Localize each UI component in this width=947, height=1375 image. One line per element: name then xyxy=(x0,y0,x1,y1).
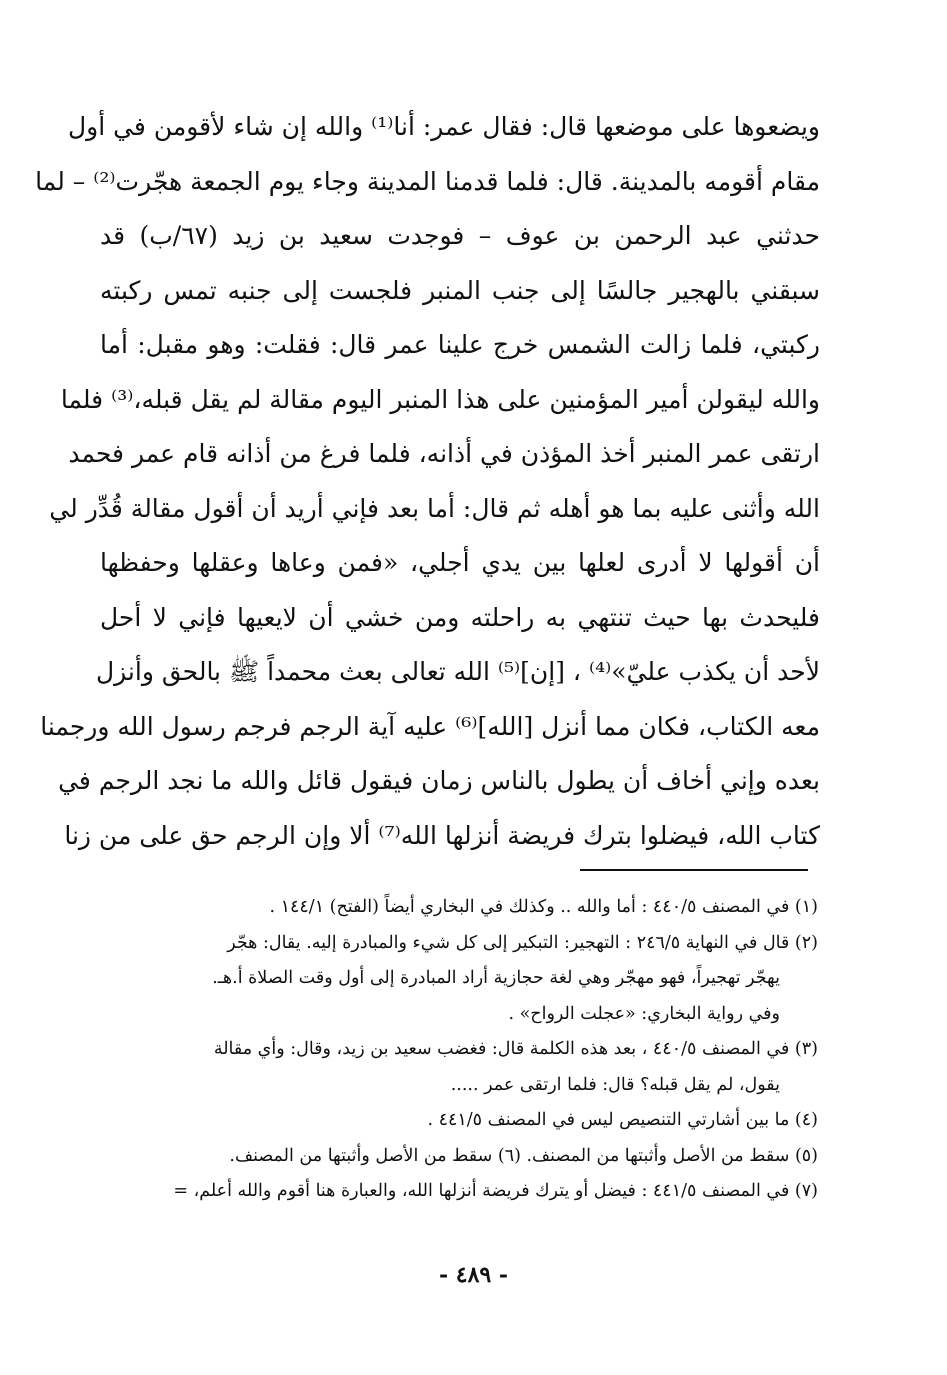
footnote-line: (١) في المصنف ٤٤٠/٥ : أما والله .. وكذلك في البخاري أيضاً (الفتح) ١٤٤/١ . xyxy=(269,897,818,917)
body-text-line: فليحدث بها حيث تنتهي به راحلته ومن خشي أن لايعيها فإني لا أحل xyxy=(100,602,820,632)
footnote-line: وفي رواية البخاري: «عجلت الرواح» . xyxy=(508,1003,780,1024)
body-text-line: حدثني عبد الرحمن بن عوف – فوجدت سعيد بن زيد (٦٧/ب) قد xyxy=(100,221,820,250)
body-text-line: ارتقى عمر المنبر أخذ المؤذن في أذانه، فلما فرغ من أذانه قام عمر فحمد xyxy=(68,439,820,468)
body-text-line: أن أقولها لا أدرى لعلها بين يدي أجلي، «فمن وعاها وعقلها وحفظها xyxy=(100,548,820,577)
footnote-line: يقول، لم يقل قبله؟ قال: فلما ارتقى عمر ..... xyxy=(450,1074,780,1095)
footnote-line: (٧) في المصنف ٤٤١/٥ : فيضل أو يترك فريضة أنزلها الله، والعبارة هنا أقوم والله أعلم، = xyxy=(173,1181,818,1201)
footnote-divider xyxy=(580,869,808,871)
footnotes-block xyxy=(108,890,818,1210)
body-text-line: الله وأثنى عليه بما هو أهله ثم قال: أما بعد فإني أريد أن أقول مقالة قُدِّر لي xyxy=(49,493,820,523)
body-text-line: والله ليقولن أمير المؤمنين على هذا المنبر اليوم مقالة لم يقل قبله،⁽³⁾ فلما xyxy=(60,384,820,414)
main-text-block xyxy=(35,100,820,863)
footnote-line: (٤) ما بين أشارتي التنصيص ليس في المصنف ٤٤١/٥ . xyxy=(427,1110,818,1130)
footnote-line: يهجّر تهجيراً، فهو مهجّر وهي لغة حجازية أراد المبادرة إلى أول وقت الصلاة أ.هـ. xyxy=(212,968,780,988)
footnote-line: (٣) في المصنف ٤٤٠/٥ ، بعد هذه الكلمة قال: فغضب سعيد بن زيد، وقال: وأي مقالة xyxy=(213,1039,818,1059)
footnote-line: (٢) قال في النهاية ٢٤٦/٥ : التهجير: التبكير إلى كل شيء والمبادرة إليه. يقال: هجّر xyxy=(227,932,818,953)
body-text-line: سبقني بالهجير جالسًا إلى جنب المنبر فلجست إلى جنبه تمس ركبته xyxy=(100,275,820,305)
body-text-line: مقام أقومه بالمدينة. قال: فلما قدمنا المدينة وجاء يوم الجمعة هجّرت⁽²⁾ – لما xyxy=(35,166,820,196)
footnote-line: (٥) سقط من الأصل وأثبتها من المصنف. (٦) سقط من الأصل وأثبتها من المصنف. xyxy=(229,1145,818,1166)
body-text-line: معه الكتاب، فكان مما أنزل [الله]⁽⁶⁾ عليه آية الرجم فرجم رسول الله ورجمنا xyxy=(40,711,820,741)
page-number: - ٤٨٩ - xyxy=(438,1262,509,1288)
body-text-line: ركبتي، فلما زالت الشمس خرج علينا عمر قال: فقلت: وهو مقبل: أما xyxy=(100,330,820,359)
body-text-line: لأحد أن يكذب عليّ»⁽⁴⁾ ، [إن]⁽⁵⁾ الله تعالى بعث محمداً ﷺ بالحق وأنزل xyxy=(95,657,820,686)
body-text-line: كتاب الله، فيضلوا بترك فريضة أنزلها الله⁽⁷⁾ ألا وإن الرجم حق على من زنا xyxy=(64,820,820,850)
body-text-line: بعده وإني أخاف أن يطول بالناس زمان فيقول قائل والله ما نجد الرجم في xyxy=(58,766,820,795)
body-text-line: ويضعوها على موضعها قال: فقال عمر: أنا⁽¹⁾ والله إن شاء لأقومن في أول xyxy=(67,112,820,141)
